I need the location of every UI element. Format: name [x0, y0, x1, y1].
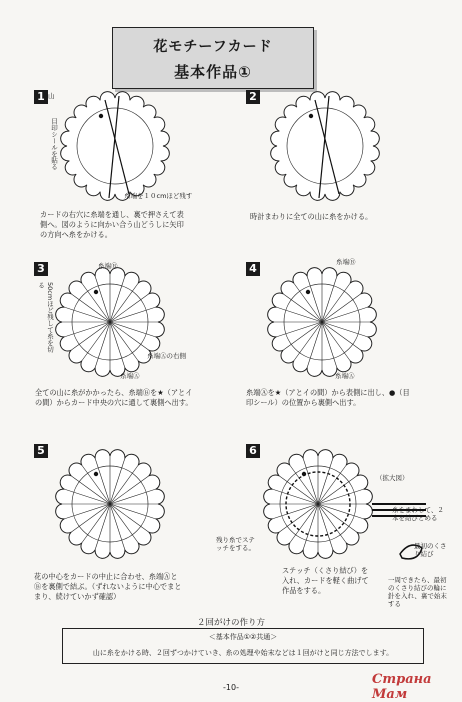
sticker-mark	[306, 290, 310, 294]
bottom-text: 山に糸をかける時、２回ずつかけていき、糸の処理や始末などは１回がけと同じ方法でします。	[92, 649, 394, 657]
step-1-caption: カードの右穴に糸端を通し、裏で押さえて表側へ。図のように向かい合う山どうしに矢印の方向へ糸をかける。	[40, 210, 184, 239]
step-2-caption: 時計まわりに全ての山に糸をかける。	[250, 212, 373, 221]
step-3-caption: 全ての山に糸がかかったら、糸端Ⓑを★（アとイの間）からカード中央の穴に通して裏側へ出す。	[35, 388, 193, 407]
step-2-number: 2	[246, 90, 260, 104]
step-3-tailA-right-label: 糸端Ⓐの右側	[147, 352, 186, 360]
step-6-first-label: 最初のくさり結び	[414, 542, 447, 558]
step-6-enlarged-label: （拡大図）	[376, 474, 409, 482]
step-3-tailA-label: 糸端Ⓐ	[120, 372, 140, 380]
step-1-number: 1	[34, 90, 48, 104]
sticker-mark	[99, 114, 103, 118]
step-6-caption: ステッチ（くさり結び）を入れ、カードを軽く曲げて作品をする。	[282, 566, 369, 595]
page-number: -10-	[223, 683, 239, 692]
step-5-number: 5	[34, 444, 48, 458]
step-6-remaining-label: 残り糸でステッチをする。	[216, 536, 255, 552]
step-4-tailB-label: 糸端Ⓑ	[336, 258, 356, 266]
bottom-sub: ＜基本作品①②共通＞	[208, 633, 278, 641]
step-5-diagram	[50, 446, 170, 566]
step-2-diagram	[265, 88, 385, 208]
title-box	[112, 27, 314, 89]
step-3-leave-label: 50cmほど残して糸を切る	[37, 282, 54, 353]
sticker-mark	[302, 472, 306, 476]
step-1-sticker-label: 目印シールを貼る	[50, 118, 58, 170]
step-6-loop-label: 一周できたら、最初のくさり結びの輪に針を入れ、裏で始末する	[388, 576, 447, 608]
step-1-diagram	[55, 88, 175, 208]
step-3-diagram	[50, 264, 170, 384]
bottom-heading: ２回がけの作り方	[196, 618, 265, 628]
sticker-mark	[94, 472, 98, 476]
page-subtitle: 基本作品①	[174, 63, 252, 81]
step-4-tailA-label: 糸端Ⓐ	[335, 372, 355, 380]
step-6-diagram	[258, 446, 378, 566]
step-1-tail-label: 糸端を１０cmほど残す	[124, 192, 193, 200]
step-1-mountain-label: 山	[48, 92, 55, 100]
step-3-tailB-label: 糸端Ⓑ	[98, 262, 118, 270]
sticker-mark	[94, 290, 98, 294]
step-3-number: 3	[34, 262, 48, 276]
step-6-number: 6	[246, 444, 260, 458]
step-6-wrap-label: 糸をまわして、２本を結びとめる	[392, 506, 444, 522]
step-4-caption: 糸端Ⓐを★（アとイの間）から表側に出し、●（目印シール）の位置から裏側へ出す。	[246, 388, 410, 407]
page-title: 花モチーフカード	[153, 39, 273, 55]
watermark: Страна Мам	[372, 672, 432, 702]
bottom-box	[62, 628, 424, 664]
step-5-caption: 花の中心をカードの中止に合わせ、糸端Ⓐと Ⓑを裏側で結ぶ。（ずれないように中心でまとまり、続けていかず確認）	[34, 572, 182, 601]
step-4-number: 4	[246, 262, 260, 276]
sticker-mark	[309, 114, 313, 118]
step-4-diagram	[262, 264, 382, 384]
